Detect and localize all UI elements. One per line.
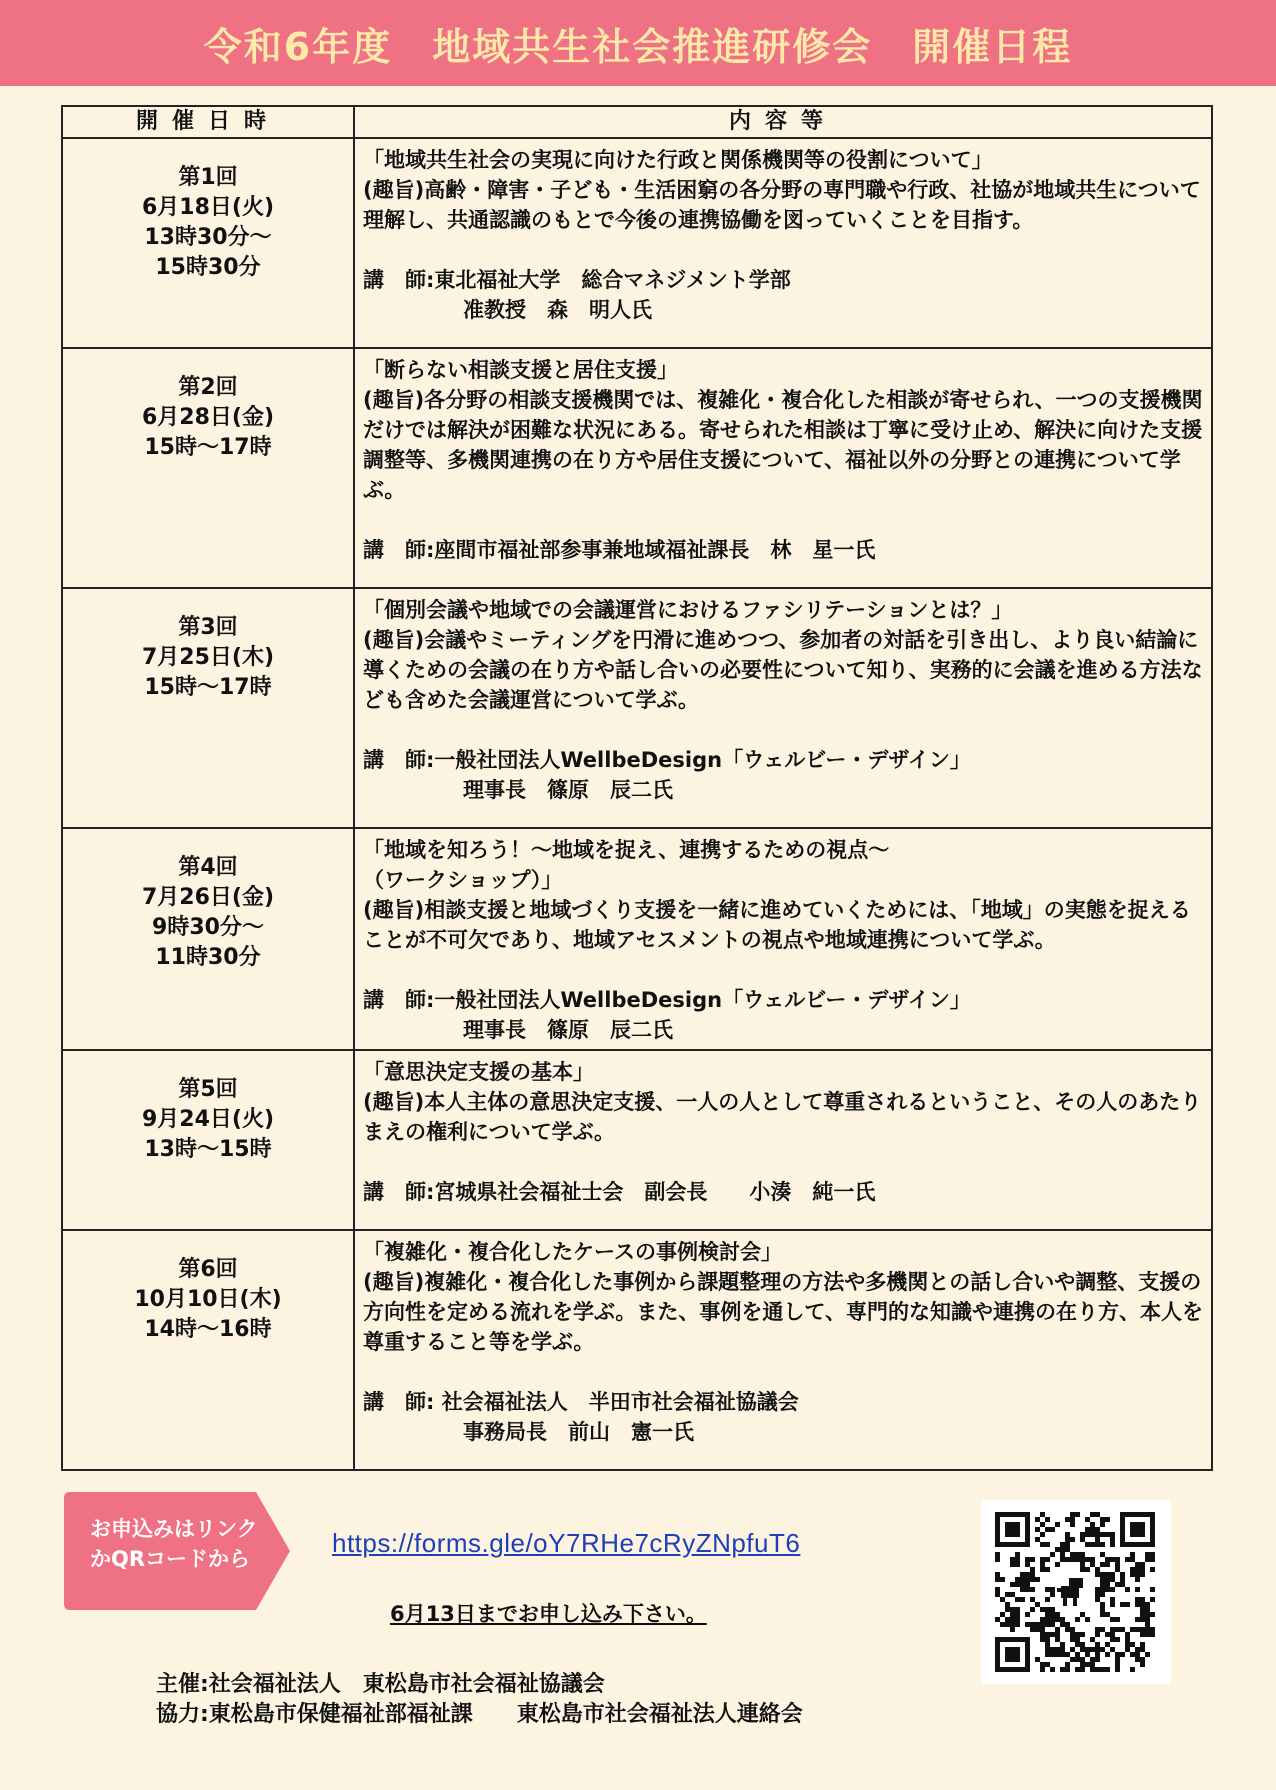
session-time: 15時～17時 — [144, 435, 272, 460]
session-row — [62, 588, 1212, 828]
session-date-cell — [62, 828, 354, 1050]
session-row — [62, 348, 1212, 588]
header-bar — [0, 0, 1276, 86]
session-description: (趣旨)複雑化・複合化した事例から課題整理の方法や多機関との話し合いや調整、支援の方向性を定める流れを学ぶ。また、事例を通して、専門的な知識や連携の在り方、本人を尊重すること等を学ぶ。 — [363, 1270, 1203, 1354]
session-date: 9月24日(火) — [141, 1107, 275, 1132]
session-description: (趣旨)会議やミーティングを円滑に進めつつ、参加者の対話を引き出し、より良い結論に導くための会議の在り方や話し合いの必要性について知り、実務的に会議を進める方法なども含めた会議運営について学ぶ。 — [363, 628, 1203, 712]
session-content-cell — [354, 588, 1212, 828]
session-lecturer: 講 師:一般社団法人WellbeDesign「ウェルビー・デザイン」 — [363, 988, 971, 1012]
qr-code[interactable] — [981, 1500, 1171, 1684]
application-form-link[interactable]: https://forms.gle/oY7RHe7cRyZNpfuT6 — [332, 1528, 801, 1558]
session-number: 第6回 — [178, 1257, 238, 1282]
session-time: 9時30分～ — [152, 915, 264, 940]
cooperating-organizations: 協力:東松島市保健福祉部福祉課 東松島市社会福祉法人連絡会 — [156, 1702, 803, 1727]
session-content-cell — [354, 828, 1212, 1050]
session-lecturer: 講 師:一般社団法人WellbeDesign「ウェルビー・デザイン」 — [363, 748, 971, 772]
session-lecturer: 講 師:座間市福祉部参事兼地域福祉課長 林 星一氏 — [363, 538, 876, 562]
session-title: 「地域共生社会の実現に向けた行政と関係機関等の役割について」 — [363, 148, 993, 172]
session-row — [62, 1050, 1212, 1230]
session-date-cell — [62, 588, 354, 828]
session-title: 「地域を知ろう！～地域を捉え、連携するための視点～ （ワークショップ）」 — [363, 838, 890, 892]
column-header-content: 内容等 — [354, 106, 1212, 138]
session-description: (趣旨)相談支援と地域づくり支援を一緒に進めていくためには、「地域」の実態を捉えることが不可欠であり、地域アセスメントの視点や地域連携について学ぶ。 — [363, 898, 1191, 952]
session-row — [62, 1230, 1212, 1470]
session-description: (趣旨)本人主体の意思決定支援、一人の人として尊重されるということ、その人のあたりまえの権利について学ぶ。 — [363, 1090, 1202, 1144]
session-description: (趣旨)高齢・障害・子ども・生活困窮の各分野の専門職や行政、社協が地域共生について理解し、共通認識のもとで今後の連携協働を図っていくことを目指す。 — [363, 178, 1201, 232]
deadline-note: 6月13日までお申し込み下さい。 — [390, 1602, 707, 1626]
session-lecturer: 講 師: 社会福祉法人 半田市社会福祉協議会 — [363, 1390, 799, 1414]
session-lecturer-name: 理事長 篠原 辰二氏 — [463, 778, 673, 802]
session-lecturer: 講 師:宮城県社会福祉士会 副会長 小湊 純一氏 — [363, 1180, 876, 1204]
session-lecturer-name: 准教授 森 明人氏 — [463, 298, 652, 322]
session-date: 7月26日(金) — [141, 885, 275, 910]
organizer-info — [156, 1670, 803, 1730]
session-title: 「意思決定支援の基本」 — [363, 1060, 594, 1084]
session-date: 7月25日(木) — [141, 645, 275, 670]
apply-badge-text: お申込みはリンクかQRコードから — [90, 1517, 258, 1571]
session-row — [62, 828, 1212, 1050]
apply-badge — [64, 1492, 290, 1610]
column-header-date: 開催日時 — [62, 106, 354, 138]
session-content-cell — [354, 348, 1212, 588]
session-time: 14時～16時 — [144, 1317, 272, 1342]
session-title: 「複雑化・複合化したケースの事例検討会」 — [363, 1240, 782, 1264]
session-date-cell — [62, 138, 354, 348]
session-date-cell — [62, 1050, 354, 1230]
table-header-row — [62, 106, 1212, 138]
session-number: 第4回 — [178, 855, 238, 880]
session-date-cell — [62, 1230, 354, 1470]
schedule-table — [61, 105, 1213, 1471]
session-lecturer-name: 事務局長 前山 憲一氏 — [463, 1420, 694, 1444]
session-lecturer: 講 師:東北福祉大学 総合マネジメント学部 — [363, 268, 791, 292]
host-organizer: 主催:社会福祉法人 東松島市社会福祉協議会 — [156, 1672, 605, 1697]
qr-code-icon — [981, 1500, 1171, 1684]
session-number: 第2回 — [178, 375, 238, 400]
session-description: (趣旨)各分野の相談支援機関では、複雑化・複合化した相談が寄せられ、一つの支援機関だけでは解決が困難な状況にある。寄せられた相談は丁寧に受け止め、解決に向けた支援調整等、多機関連携の在り方や居住支援について、福祉以外の分野との連携について学ぶ。 — [363, 388, 1203, 502]
page-title: 令和6年度 地域共生社会推進研修会 開催日程 — [203, 24, 1073, 69]
session-time-end: 15時30分 — [155, 255, 261, 280]
session-time: 13時～15時 — [144, 1137, 272, 1162]
session-title: 「断らない相談支援と居住支援」 — [363, 358, 678, 382]
session-date: 6月28日(金) — [141, 405, 275, 430]
session-time-end: 11時30分 — [155, 945, 261, 970]
session-lecturer-name: 理事長 篠原 辰二氏 — [463, 1018, 673, 1042]
session-time: 15時～17時 — [144, 675, 272, 700]
session-content-cell — [354, 1050, 1212, 1230]
session-date: 10月10日(木) — [134, 1287, 282, 1312]
session-date: 6月18日(火) — [141, 195, 275, 220]
session-content-cell — [354, 1230, 1212, 1470]
session-number: 第1回 — [178, 165, 238, 190]
session-date-cell — [62, 348, 354, 588]
session-row — [62, 138, 1212, 348]
session-time: 13時30分～ — [144, 225, 272, 250]
session-number: 第3回 — [178, 615, 238, 640]
session-number: 第5回 — [178, 1077, 238, 1102]
session-title: 「個別会議や地域での会議運営におけるファシリテーションとは？」 — [363, 598, 1013, 622]
session-content-cell — [354, 138, 1212, 348]
